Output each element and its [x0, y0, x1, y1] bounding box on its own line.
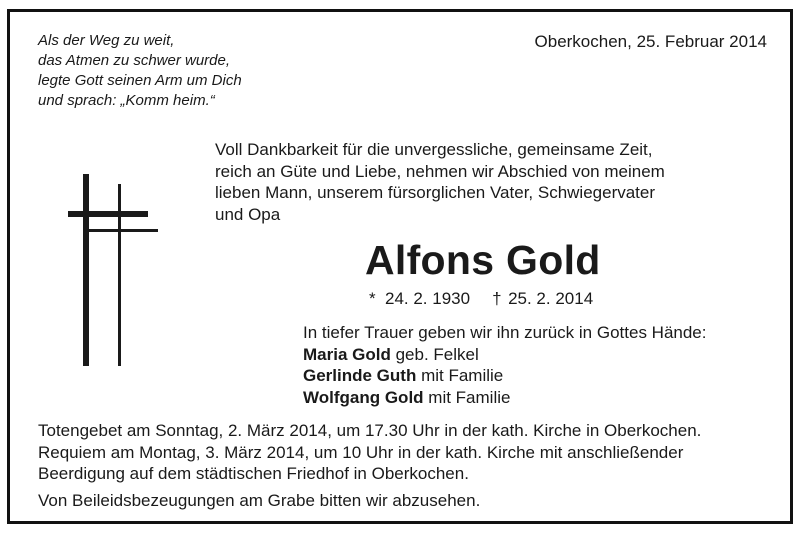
mourner-row — [303, 387, 706, 409]
obituary-frame — [7, 9, 793, 524]
mourner-name: Gerlinde Guth — [303, 366, 417, 385]
service-info — [38, 420, 701, 511]
poem-line: Als der Weg zu weit, — [38, 32, 175, 49]
service-line: Requiem am Montag, 3. März 2014, um 10 Uhr in der kath. Kirche mit anschließender — [38, 442, 684, 462]
life-dates — [369, 288, 593, 310]
mourner-suffix: mit Familie — [416, 366, 504, 385]
mourner-suffix: geb. Felkel — [390, 344, 479, 364]
place-date: Oberkochen, 25. Februar 2014 — [534, 32, 767, 51]
thanks-line: Voll Dankbarkeit für die unvergessliche, gemeinsame Zeit, — [215, 140, 653, 159]
mourner-name: Maria Gold — [303, 344, 391, 364]
birth-date: 24. 2. 1930 — [385, 289, 471, 308]
deceased-name: Alfons Gold — [365, 237, 601, 283]
thanks-paragraph — [215, 139, 665, 225]
mourner-name: Wolfgang Gold — [303, 387, 424, 407]
thanks-line: lieben Mann, unserem fürsorglichen Vater, Schwiegervater — [215, 183, 656, 202]
poem-line: und sprach: „Komm heim.“ — [38, 92, 215, 109]
death-symbol: † — [492, 289, 502, 308]
double-cross-icon — [68, 174, 158, 366]
mourners-intro: In tiefer Trauer geben wir ihn zurück in Gottes Hände: — [303, 323, 707, 342]
mourner-row — [303, 344, 706, 366]
poem-line: das Atmen zu schwer wurde, — [38, 52, 231, 69]
poem-line: legte Gott seinen Arm um Dich — [38, 72, 242, 89]
birth-symbol: * — [369, 289, 376, 308]
mourner-row — [303, 365, 706, 387]
thanks-line: und Opa — [215, 204, 281, 224]
poem — [38, 31, 242, 111]
condolence-note: Von Beileidsbezeugungen am Grabe bitten wir abzusehen. — [38, 490, 481, 510]
thanks-line: reich an Güte und Liebe, nehmen wir Abschied von meinem — [215, 161, 665, 181]
mourner-suffix: mit Familie — [423, 387, 511, 407]
mourners-block — [303, 322, 706, 408]
service-line: Totengebet am Sonntag, 2. März 2014, um 17.30 Uhr in der kath. Kirche in Oberkochen. — [38, 421, 702, 440]
service-line: Beerdigung auf dem städtischen Friedhof in Oberkochen. — [38, 464, 469, 483]
death-date: 25. 2. 2014 — [508, 289, 594, 308]
